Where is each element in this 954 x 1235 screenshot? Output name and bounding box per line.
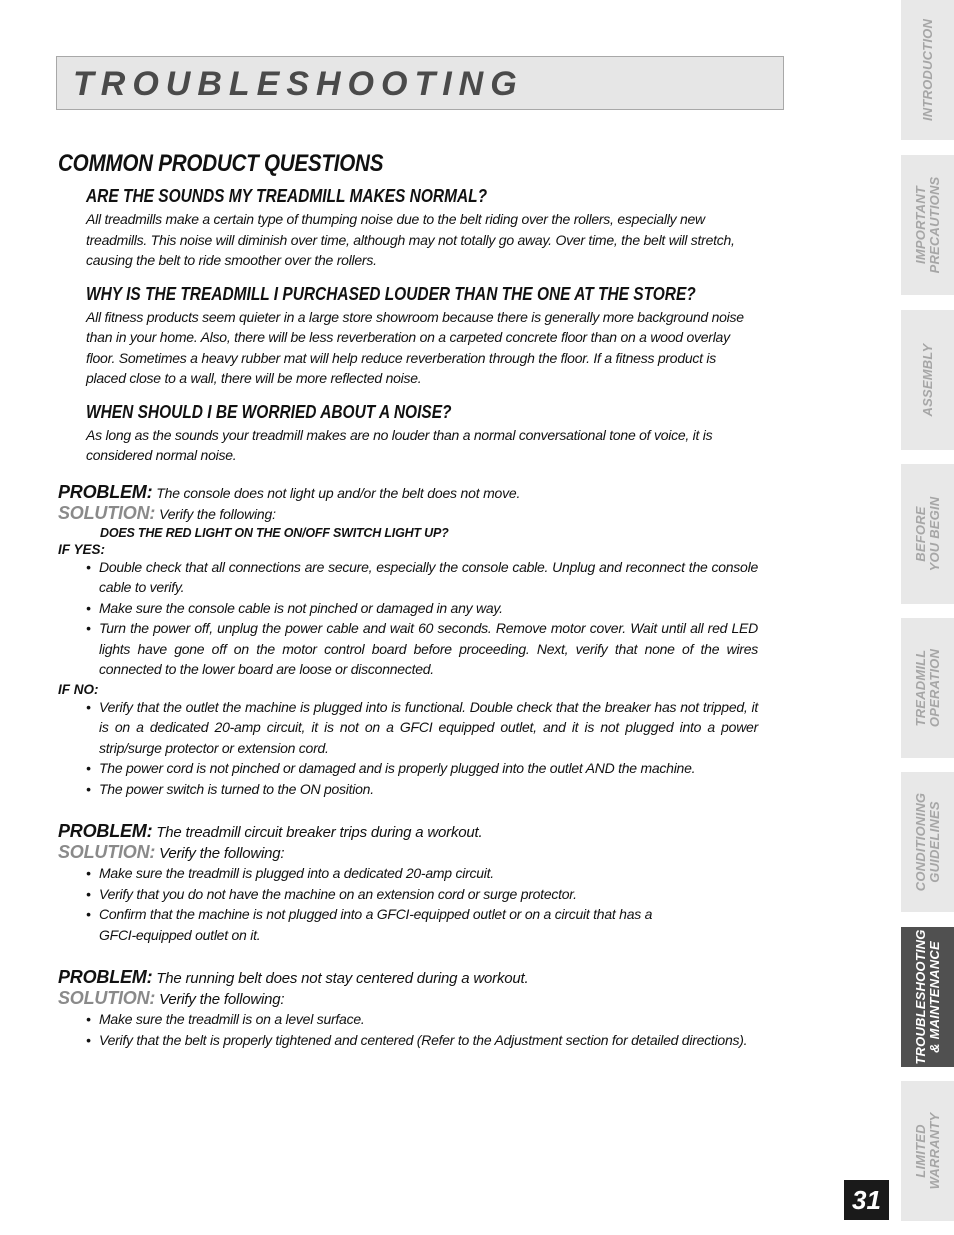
solution-label: SOLUTION:	[58, 502, 156, 523]
solution-text: Verify the following:	[159, 845, 285, 862]
problem-text: The running belt does not stay centered during a workout.	[156, 970, 529, 987]
if-no-label: IF NO:	[58, 681, 99, 697]
if-yes-label: IF YES:	[58, 541, 106, 557]
tab-label: ASSEMBLY	[919, 343, 935, 417]
section-tabs	[901, 0, 954, 1235]
tab-before-you-begin[interactable]	[901, 464, 954, 604]
solution-label: SOLUTION:	[58, 988, 156, 1008]
list-item: • Confirm that the machine is not plugged into a GFCI-equipped outlet or on a circuit that has a GFCI-equipped outlet on it.	[86, 904, 670, 945]
tab-label: TREADMILL	[912, 649, 928, 727]
problem-line	[58, 482, 758, 503]
tab-label-2: YOU BEGIN	[926, 496, 942, 572]
list-item: • Double check that all connections are secure, especially the console cable. Unplug and reconnect the console cable to verify.	[86, 557, 758, 598]
tab-label: LIMITED	[912, 1124, 928, 1178]
list-item: • Verify that the belt is properly tightened and centered (Refer to the Adjustment section for detailed directions).	[86, 1030, 758, 1051]
tab-troubleshooting-maintenance[interactable]	[901, 927, 954, 1067]
faq-item	[86, 284, 758, 389]
tab-label: IMPORTANT	[912, 186, 928, 264]
list-item: • The power switch is turned to the ON position.	[86, 779, 758, 800]
page-title-box	[56, 56, 784, 110]
tab-limited-warranty[interactable]	[901, 1081, 954, 1221]
problem-line	[58, 821, 758, 842]
page-title: TROUBLESHOOTING	[73, 65, 524, 103]
list-item: • Verify that you do not have the machine on an extension cord or surge protector.	[86, 884, 670, 905]
problem-label: PROBLEM:	[58, 967, 153, 987]
main-content	[58, 150, 758, 1050]
page-number: 31	[844, 1180, 889, 1220]
problem-label: PROBLEM:	[58, 821, 153, 841]
tab-introduction[interactable]	[901, 0, 954, 140]
problem-block-3	[58, 967, 758, 1050]
tab-label-2: & MAINTENANCE	[926, 941, 942, 1053]
faq-answer: All treadmills make a certain type of thumping noise due to the belt riding over the rollers, especially new treadmills. This noise will diminish over time, although may not totally go away. Over time, the belt will stretch, causing the belt to ride smoother over the rollers.	[86, 211, 735, 268]
tab-label-2: GUIDELINES	[926, 801, 942, 883]
check-question: DOES THE RED LIGHT ON THE ON/OFF SWITCH LIGHT UP?	[100, 525, 449, 540]
tab-conditioning-guidelines[interactable]	[901, 772, 954, 912]
solution-list	[58, 1009, 758, 1050]
faq-answer: All fitness products seem quieter in a large store showroom because there is generally more background noise than in your home. Also, there will be less reverberation on a carpeted concrete floor than on a wood overlay floor. Sometimes a heavy rubber mat will help reduce reverberation through the floor. If a fitness product is placed close to a wall, there will be more reflected noise.	[86, 308, 744, 386]
section-title: COMMON PRODUCT QUESTIONS	[58, 150, 384, 177]
tab-label: TROUBLESHOOTING	[912, 929, 928, 1065]
solution-list	[58, 863, 758, 945]
problem-block-2	[58, 821, 758, 945]
problem-label: PROBLEM:	[58, 481, 153, 502]
problem-line	[58, 967, 758, 988]
if-yes-list	[58, 557, 758, 680]
faq-answer: As long as the sounds your treadmill makes are no louder than a normal conversational tone of voice, it is considered normal noise.	[86, 426, 713, 463]
faq-item	[86, 186, 758, 271]
list-item: • Turn the power off, unplug the power cable and wait 60 seconds. Remove motor cover. Wait until all red LED lights have gone off on the motor control board before proceeding. Next, verify that none of the wires connected to the lower board are loose or disconnected.	[86, 618, 758, 680]
list-item: • Make sure the treadmill is on a level surface.	[86, 1009, 758, 1030]
tab-label-2: WARRANTY	[926, 1112, 942, 1190]
tab-treadmill-operation[interactable]	[901, 618, 954, 758]
tab-label: BEFORE	[912, 506, 928, 562]
faq-question: WHY IS THE TREADMILL I PURCHASED LOUDER THAN THE ONE AT THE STORE?	[86, 283, 696, 304]
problem-text: The treadmill circuit breaker trips during a workout.	[156, 824, 483, 841]
solution-label: SOLUTION:	[58, 842, 156, 862]
solution-text: Verify the following:	[159, 505, 276, 522]
list-item: • Make sure the console cable is not pinched or damaged in any way.	[86, 598, 758, 619]
faq-question: ARE THE SOUNDS MY TREADMILL MAKES NORMAL?	[86, 186, 488, 206]
solution-line	[58, 503, 758, 524]
solution-line	[58, 988, 758, 1009]
tab-label-2: PRECAUTIONS	[926, 176, 942, 274]
tab-assembly[interactable]	[901, 310, 954, 450]
problem-text: The console does not light up and/or the belt does not move.	[156, 484, 521, 501]
list-item: • Verify that the outlet the machine is plugged into is functional. Double check that the breaker has not tripped, it is on a dedicated 20-amp circuit, it is not on a GFCI equipped outlet, and it is not plugged into a power strip/surge protector or extension cord.	[86, 697, 758, 759]
tab-label: INTRODUCTION	[919, 18, 935, 122]
faq-item	[86, 402, 758, 466]
if-no-list	[58, 697, 758, 800]
problem-block-1	[58, 482, 758, 800]
list-item: • The power cord is not pinched or damaged and is properly plugged into the outlet AND the machine.	[86, 758, 758, 779]
tab-important-precautions[interactable]	[901, 155, 954, 295]
solution-line	[58, 842, 758, 863]
faq-question: WHEN SHOULD I BE WORRIED ABOUT A NOISE?	[86, 401, 452, 422]
solution-text: Verify the following:	[159, 991, 285, 1008]
tab-label: CONDITIONING	[912, 792, 928, 892]
list-item: • Make sure the treadmill is plugged into a dedicated 20-amp circuit.	[86, 863, 670, 884]
tab-label-2: OPERATION	[926, 648, 942, 728]
